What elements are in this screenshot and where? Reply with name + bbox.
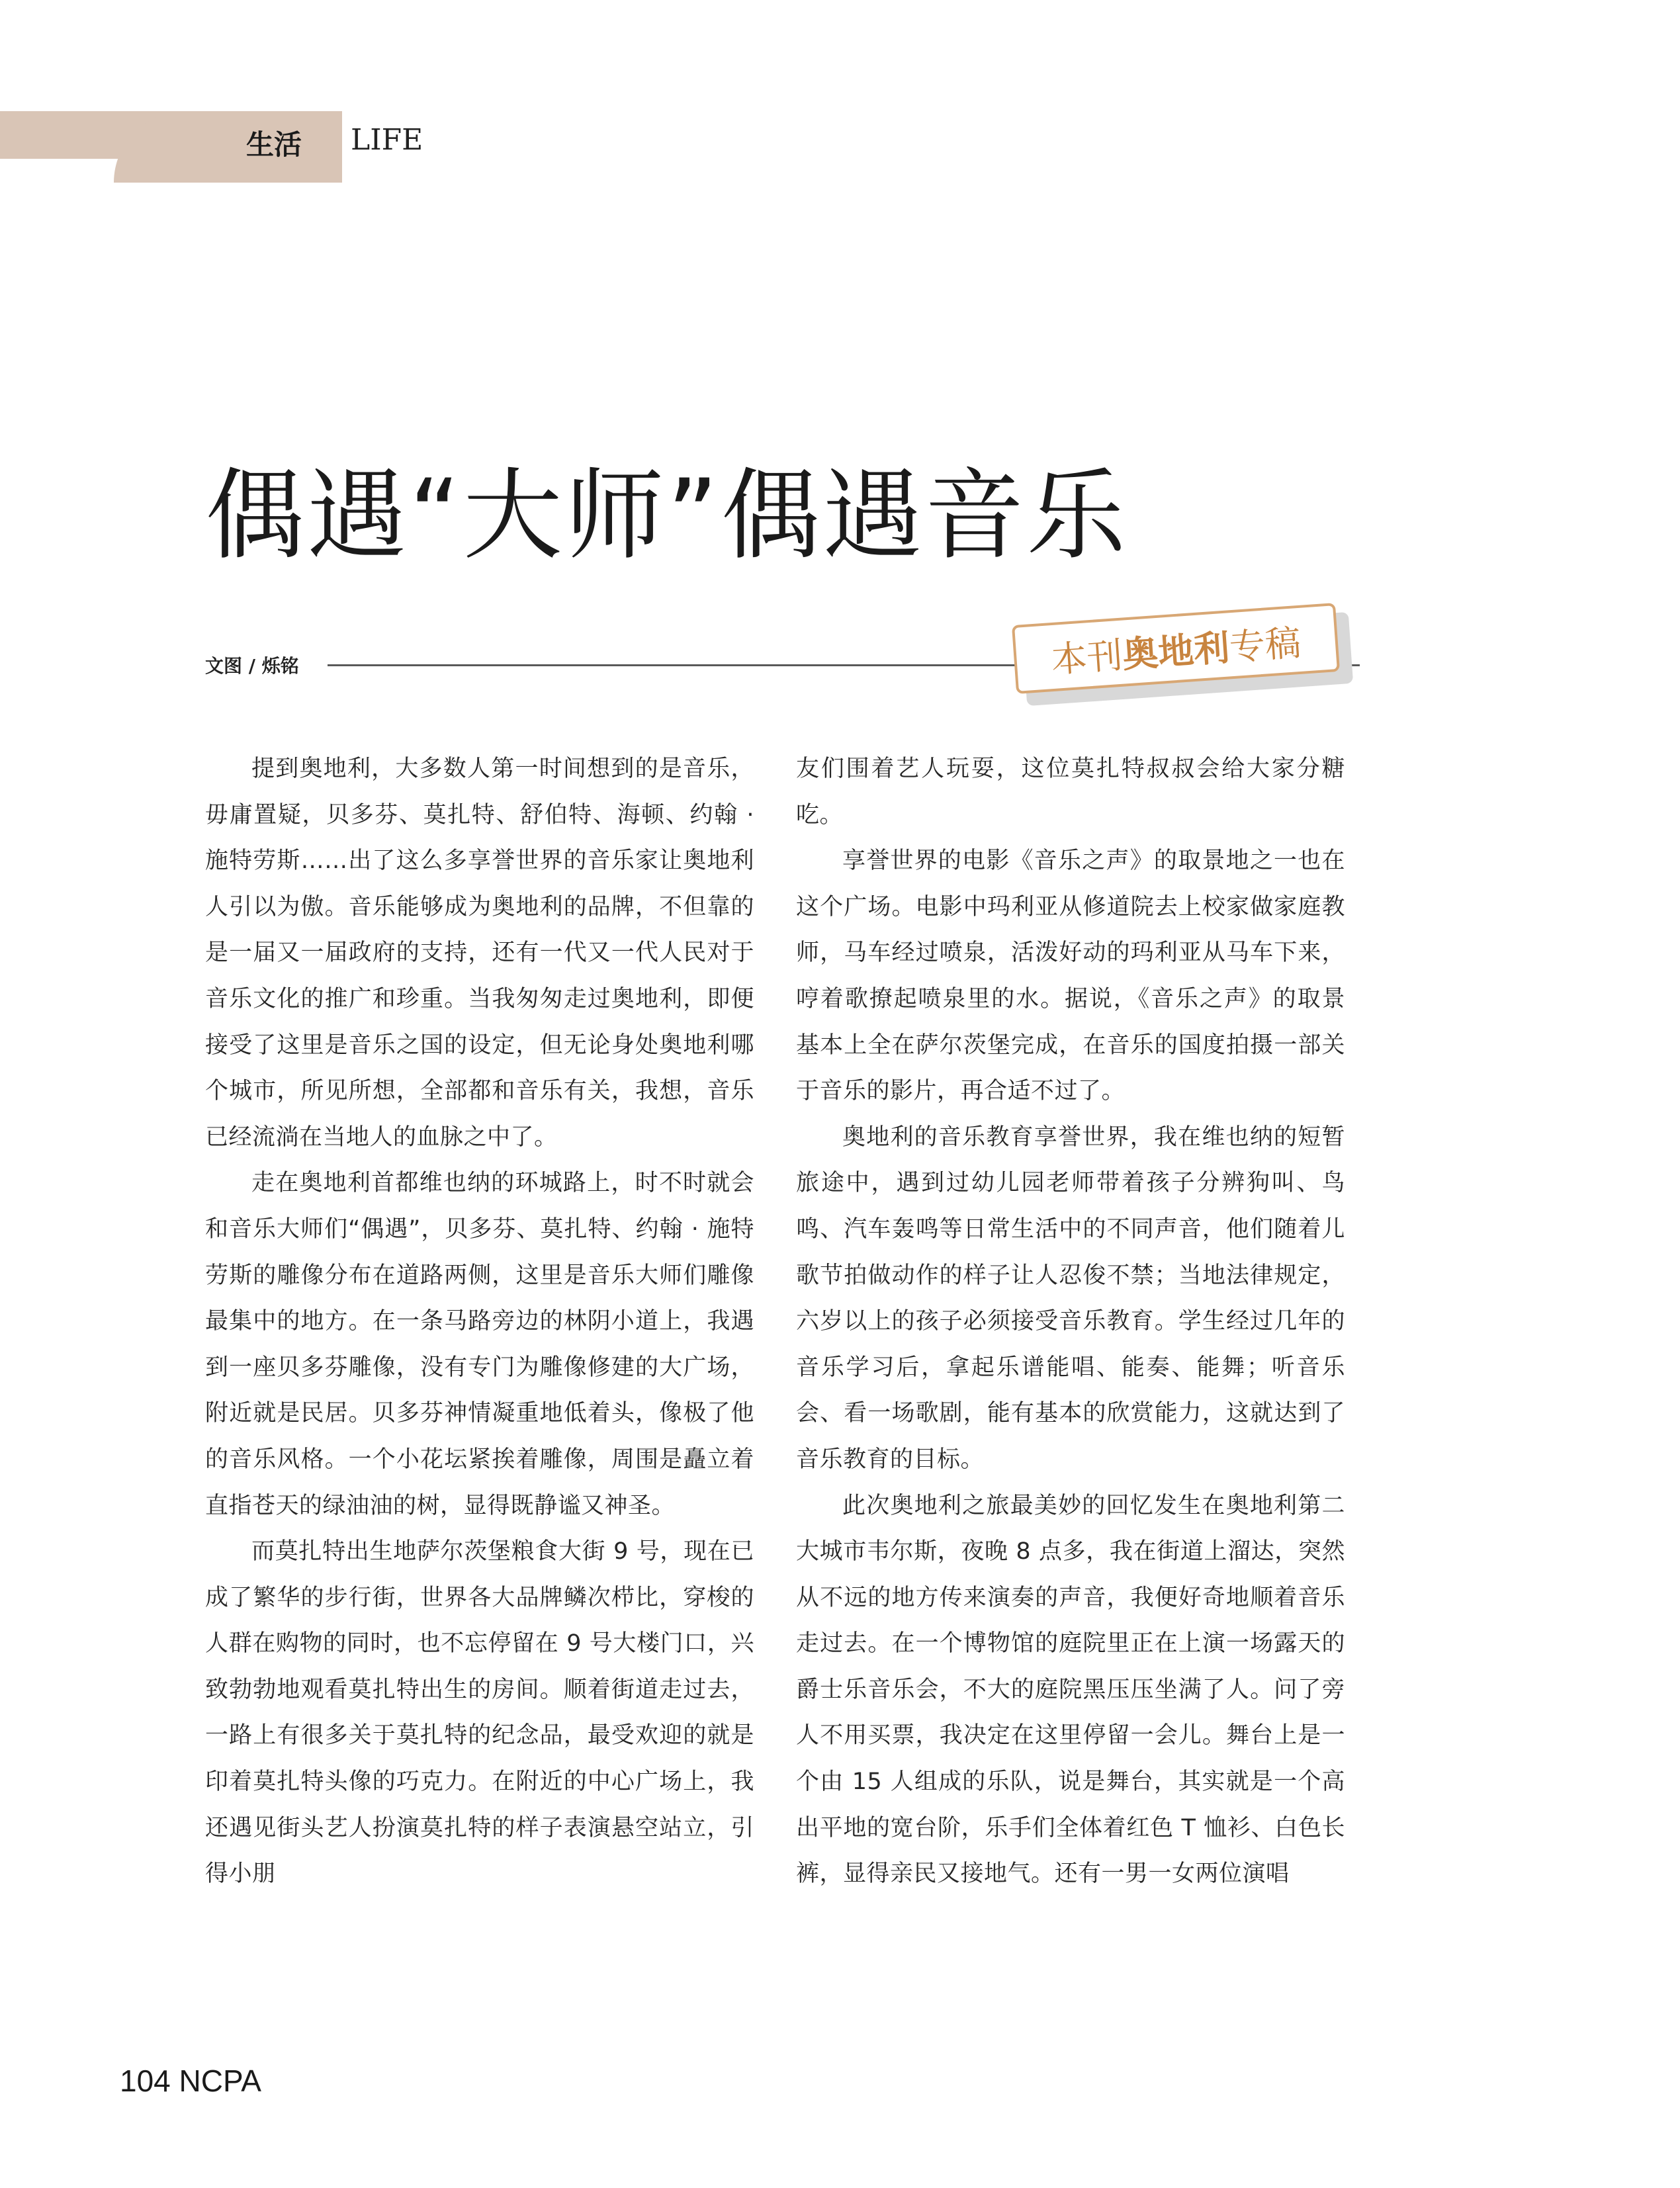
stamp-prefix: 本刊 xyxy=(1049,634,1124,681)
page-footer xyxy=(120,2063,261,2099)
magazine-name: NCPA xyxy=(179,2064,261,2098)
paragraph: 走在奥地利首都维也纳的环城路上，时不时就会和音乐大师们“偶遇”，贝多芬、莫扎特、约翰 · 施特劳斯的雕像分布在道路两侧，这里是音乐大师们雕像最集中的地方。在一条马路旁边的林阴小道上，我遇到一座贝多芬雕像，没有专门为雕像修建的大广场，附近就是民居。贝多芬神情凝重地低着头，像极了他的音乐风格。一个小花坛紧挨着雕像，周围是矗立着直指苍天的绿油油的树，显得既静谧又神圣。 xyxy=(205,1170,754,1519)
section-label-en: LIFE xyxy=(351,123,423,157)
stamp-suffix: 专稿 xyxy=(1227,621,1303,668)
section-label-cn: 生活 xyxy=(246,128,302,161)
body-column-right xyxy=(796,746,1345,1898)
article-title: 偶遇“大师”偶遇音乐 xyxy=(205,459,1129,574)
paragraph: 奥地利的音乐教育享誉世界，我在维也纳的短暂旅途中，遇到过幼儿园老师带着孩子分辨狗叫、鸟鸣、汽车轰鸣等日常生活中的不同声音，他们随着儿歌节拍做动作的样子让人忍俊不禁；当地法律规定，六岁以上的孩子必须接受音乐教育。学生经过几年的音乐学习后，拿起乐谱能唱、能奏、能舞；听音乐会、看一场歌剧，能有基本的欣赏能力，这就达到了音乐教育的目标。 xyxy=(796,1123,1345,1473)
paragraph: 提到奥地利，大多数人第一时间想到的是音乐，毋庸置疑，贝多芬、莫扎特、舒伯特、海顿、约翰 · 施特劳斯……出了这么多享誉世界的音乐家让奥地利人引以为傲。音乐能够成为奥地利的品牌，不但靠的是一届又一届政府的支持，还有一代又一代人民对于音乐文化的推广和珍重。当我匆匆走过奥地利，即便接受了这里是音乐之国的设定，但无论身处奥地利哪个城市，所见所想，全部都和音乐有关，我想，音乐已经流淌在当地人的血脉之中了。 xyxy=(205,756,754,1151)
paragraph: 而莫扎特出生地萨尔茨堡粮食大街 9 号，现在已成了繁华的步行街，世界各大品牌鳞次栉比，穿梭的人群在购物的同时，也不忘停留在 9 号大楼门口，兴致勃勃地观看莫扎特出生的房间。顺着街道走过去，一路上有很多关于莫扎特的纪念品，最受欢迎的就是印着莫扎特头像的巧克力。在附近的中心广场上，我还遇见街头艺人扮演莫扎特的样子表演悬空站立，引得小朋 xyxy=(205,1538,754,1888)
paragraph: 此次奥地利之旅最美妙的回忆发生在奥地利第二大城市韦尔斯，夜晚 8 点多，我在街道上溜达，突然从不远的地方传来演奏的声音，我便好奇地顺着音乐走过去。在一个博物馆的庭院里正在上演一场露天的爵士乐音乐会，不大的庭院黑压压坐满了人。问了旁人不用买票，我决定在这里停留一会儿。舞台上是一个由 15 人组成的乐队，说是舞台，其实就是一个高出平地的宽台阶，乐手们全体着红色 T 恤衫、白色长裤，显得亲民又接地气。还有一男一女两位演唱 xyxy=(796,1492,1345,1888)
body-column-left xyxy=(205,746,754,1898)
header-tab xyxy=(114,111,342,183)
stamp-country: 奥地利 xyxy=(1121,626,1231,676)
page-number: 104 xyxy=(120,2064,171,2098)
paragraph-continued: 友们围着艺人玩耍，这位莫扎特叔叔会给大家分糖吃。 xyxy=(796,756,1345,828)
paragraph: 享誉世界的电影《音乐之声》的取景地之一也在这个广场。电影中玛利亚从修道院去上校家做家庭教师，马车经过喷泉，活泼好动的玛利亚从马车下来，哼着歌撩起喷泉里的水。据说，《音乐之声》的取景基本上全在萨尔茨堡完成，在音乐的国度拍摄一部关于音乐的影片，再合适不过了。 xyxy=(796,848,1345,1105)
byline: 文图 / 烁铭 xyxy=(205,655,299,677)
